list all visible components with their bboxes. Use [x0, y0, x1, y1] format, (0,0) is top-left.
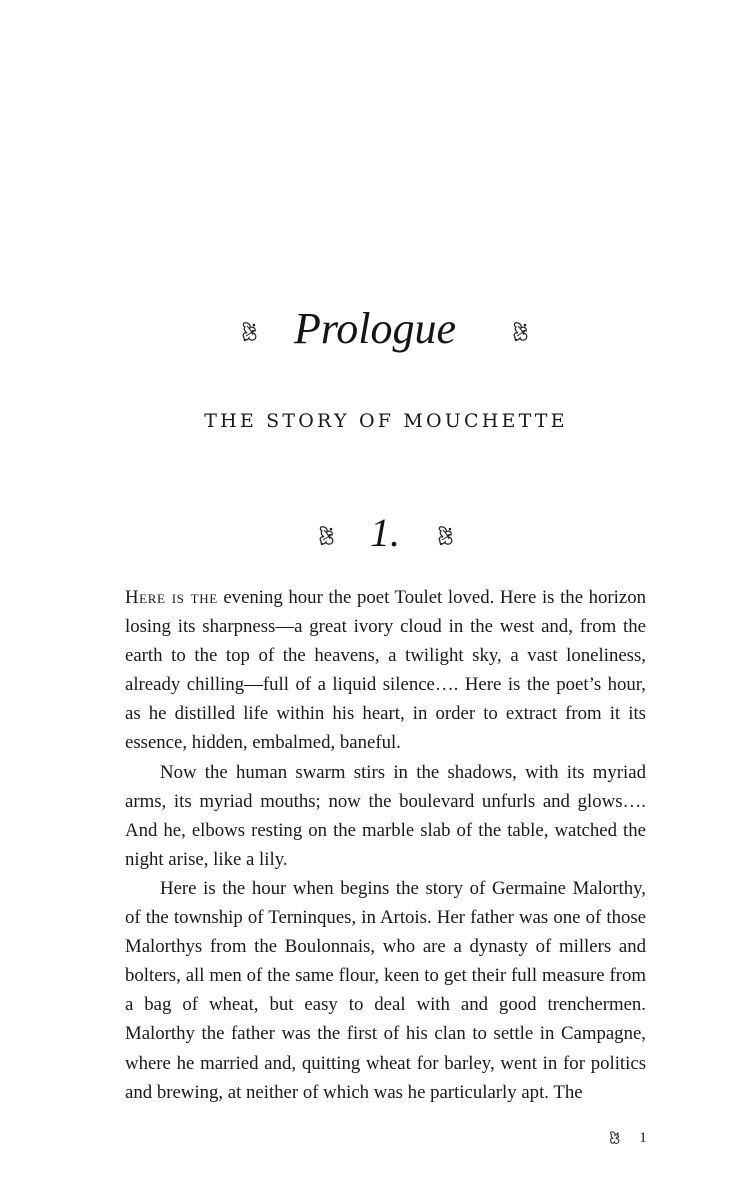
section-number: 1.	[370, 510, 400, 555]
paragraph	[125, 583, 646, 758]
lead-in-small-caps: Here is the	[125, 587, 218, 608]
fleuron-ornament-icon	[437, 525, 455, 547]
chapter-subtitle: THE STORY OF MOUCHETTE	[204, 410, 568, 432]
fleuron-ornament-icon	[609, 1130, 621, 1146]
paragraph: Here is the hour when begins the story of Germaine Malorthy, of the township of Terninques, in Artois. Her father was one of those Malorthys from the Boulonnais, who are a dynasty of millers and bolters, all men of the same flour, keen to get their full measure from a bag of wheat, but easy to deal with and good trenchermen. Malorthy the father was the first of his clan to settle in Campagne, where he married and, quitting wheat for barley, went in for politics and brewing, at neither of which was he particularly apt. The	[125, 877, 646, 1103]
chapter-title: Prologue	[293, 304, 457, 353]
body-text	[125, 583, 646, 1107]
page-number: 1	[639, 1130, 647, 1146]
paragraph: Now the human swarm stirs in the shadows, with its myriad arms, its myriad mouths; now the boulevard unfurls and glows…. And he, elbows resting on the marble slab of the table, watched the night arise, like a lily.	[125, 761, 646, 870]
fleuron-ornament-icon	[512, 321, 530, 343]
paragraph-text: evening hour the poet Toulet loved. Here is the horizon losing its sharpness—a great ivory cloud in the west and, from the earth to the top of the heavens, a twilight sky, a vast loneliness, already chilling—full of a liquid silence…. Here is the poet’s hour, as he distilled life within his heart, in order to extract from it its essence, hidden, embalmed, baneful.	[125, 587, 646, 754]
